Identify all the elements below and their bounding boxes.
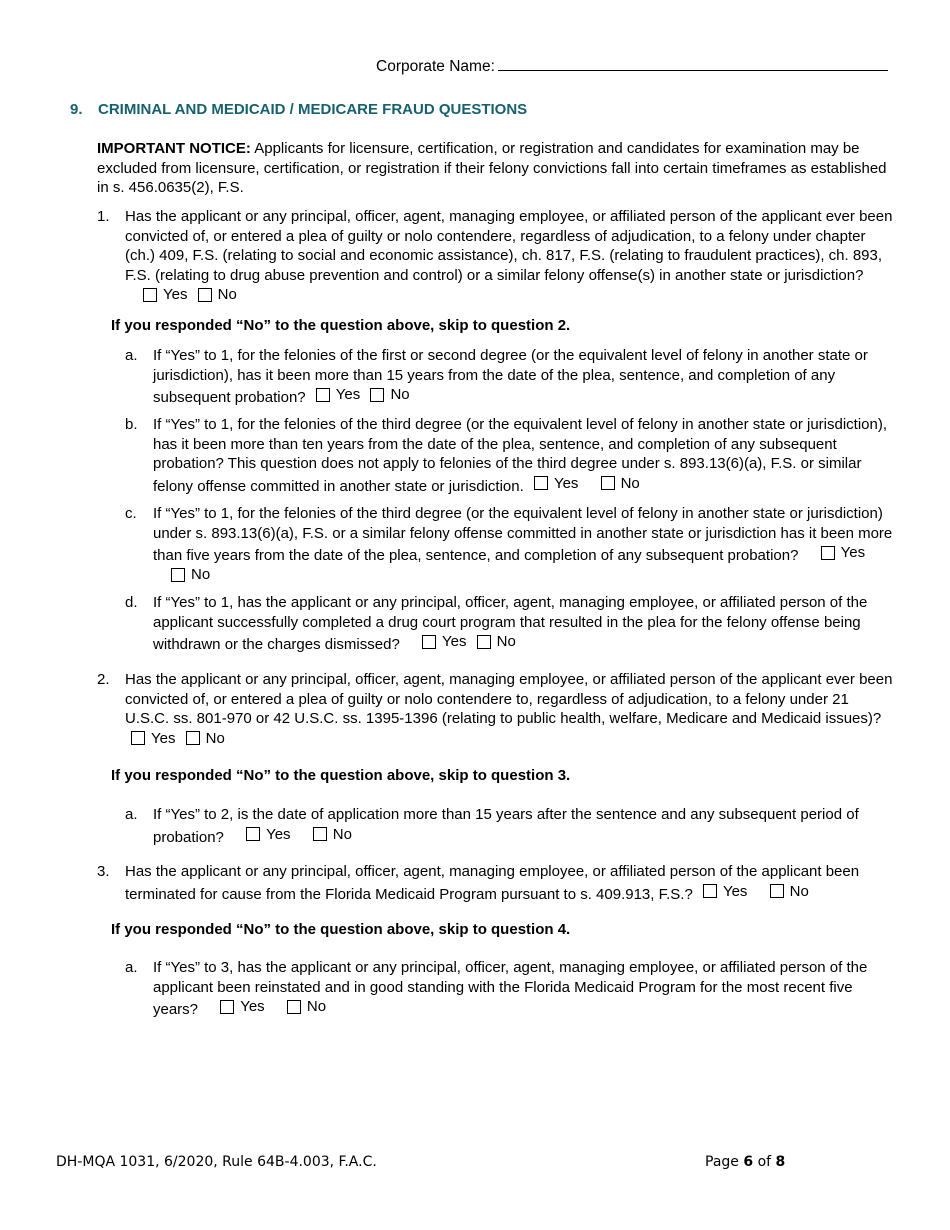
question-letter: c. bbox=[125, 505, 137, 522]
yes-label: Yes bbox=[163, 286, 188, 303]
no-label: No bbox=[789, 882, 809, 900]
skip-instruction-1: If you responded “No” to the question above, skip to question 2. bbox=[111, 317, 571, 334]
question-number: 2. bbox=[97, 671, 110, 688]
checkbox-icon bbox=[287, 1000, 301, 1014]
notice-text: Applicants for licensure, certification, or registration and candidates for examination may be excluded from licensure, certification, or registration if their felony convictions fall into certain timeframes as established in s. 456.0635(2), F.S. bbox=[97, 140, 887, 196]
question-letter: a. bbox=[125, 806, 138, 823]
checkbox-icon bbox=[703, 884, 717, 898]
checkbox-icon bbox=[370, 388, 384, 402]
checkbox-icon bbox=[601, 476, 615, 490]
q1a-yes-checkbox[interactable] bbox=[316, 385, 360, 405]
checkbox-icon bbox=[477, 635, 491, 649]
yes-label: Yes bbox=[335, 386, 361, 403]
no-label: No bbox=[332, 825, 352, 843]
section-title: CRIMINAL AND MEDICAID / MEDICARE FRAUD QUESTIONS bbox=[98, 101, 528, 118]
question-3a bbox=[125, 958, 897, 1019]
question-number: 1. bbox=[97, 208, 110, 225]
question-text: If “Yes” to 1, for the felonies of the third degree (or the equivalent level of felony in another state or jurisdiction), has it been more than ten years from the date of the plea, sentence, and completion of any subsequent probation? This question does not apply to felonies of the third degree under s. 893.13(6)(a), F.S. or similar felony offense committed in another state or jurisdiction. bbox=[153, 416, 888, 495]
q1d-yes-checkbox[interactable] bbox=[422, 632, 466, 652]
q1c-no-checkbox[interactable] bbox=[171, 565, 210, 585]
footer-form-id: DH-MQA 1031, 6/2020, Rule 64B-4.003, F.A.C. bbox=[56, 1154, 377, 1170]
question-2a bbox=[125, 805, 897, 847]
question-1a bbox=[125, 346, 897, 407]
checkbox-icon bbox=[198, 288, 212, 302]
yes-label: Yes bbox=[840, 544, 866, 561]
q1-yes-checkbox[interactable] bbox=[143, 285, 187, 305]
question-1c bbox=[125, 504, 897, 588]
corporate-name-row bbox=[376, 56, 888, 77]
question-letter: b. bbox=[125, 416, 138, 433]
q1d-no-checkbox[interactable] bbox=[477, 632, 516, 652]
q1c-yes-checkbox[interactable] bbox=[821, 543, 865, 563]
footer-page-number bbox=[705, 1153, 785, 1173]
checkbox-icon bbox=[770, 884, 784, 898]
checkbox-icon bbox=[143, 288, 157, 302]
checkbox-icon bbox=[422, 635, 436, 649]
checkbox-icon bbox=[316, 388, 330, 402]
checkbox-icon bbox=[313, 827, 327, 841]
checkbox-icon bbox=[186, 731, 200, 745]
skip-instruction-3: If you responded “No” to the question above, skip to question 4. bbox=[111, 921, 571, 938]
section-number: 9. bbox=[70, 101, 83, 118]
no-label: No bbox=[191, 566, 211, 584]
section-heading bbox=[70, 100, 527, 120]
question-text: If “Yes” to 2, is the date of application more than 15 years after the sentence and any subsequent period of probation? bbox=[153, 806, 859, 846]
checkbox-icon bbox=[131, 731, 145, 745]
q1b-yes-checkbox[interactable] bbox=[534, 474, 578, 494]
page-label: Page bbox=[705, 1154, 739, 1170]
page-of: of bbox=[757, 1154, 772, 1170]
yes-label: Yes bbox=[240, 998, 265, 1015]
q3-no-checkbox[interactable] bbox=[770, 882, 809, 902]
corporate-name-label: Corporate Name: bbox=[376, 58, 495, 75]
question-text: Has the applicant or any principal, officer, agent, managing employee, or affiliated person of the applicant ever been convicted of, or entered a plea of guilty or nolo contendere to, regardless of adjudication, to a felony under 21 U.S.C. ss. 801-970 or 42 U.S.C. ss. 1395-1396 (relating to public health, welfare, Medicare and Medicaid issues)? bbox=[125, 671, 893, 727]
question-text: If “Yes” to 1, for the felonies of the first or second degree (or the equivalent level of felony in another state or jurisdiction), has it been more than 15 years from the date of the plea, sentence, and completion of any subsequent probation? bbox=[153, 347, 868, 406]
checkbox-icon bbox=[220, 1000, 234, 1014]
question-3 bbox=[97, 862, 897, 904]
question-1d bbox=[125, 593, 897, 654]
q3a-yes-checkbox[interactable] bbox=[220, 997, 264, 1017]
question-1 bbox=[97, 207, 897, 307]
page-total: 8 bbox=[775, 1154, 786, 1170]
question-letter: a. bbox=[125, 959, 138, 976]
q2a-yes-checkbox[interactable] bbox=[246, 825, 290, 845]
page-current: 6 bbox=[743, 1154, 754, 1170]
no-label: No bbox=[217, 286, 237, 303]
question-letter: a. bbox=[125, 347, 138, 364]
no-label: No bbox=[390, 386, 410, 403]
yes-label: Yes bbox=[441, 633, 467, 650]
checkbox-icon bbox=[534, 476, 548, 490]
notice-label: IMPORTANT NOTICE: bbox=[97, 140, 251, 157]
question-2 bbox=[97, 670, 897, 751]
corporate-name-field[interactable] bbox=[498, 56, 888, 71]
no-label: No bbox=[496, 633, 516, 650]
q2-no-checkbox[interactable] bbox=[186, 729, 225, 749]
q2-yes-checkbox[interactable] bbox=[131, 729, 175, 749]
checkbox-icon bbox=[171, 568, 185, 582]
no-label: No bbox=[306, 998, 327, 1015]
q1a-no-checkbox[interactable] bbox=[370, 385, 409, 405]
checkbox-icon bbox=[821, 546, 835, 560]
yes-label: Yes bbox=[151, 729, 176, 747]
checkbox-icon bbox=[246, 827, 260, 841]
question-1b bbox=[125, 415, 897, 496]
q3-yes-checkbox[interactable] bbox=[703, 882, 747, 902]
important-notice bbox=[97, 139, 897, 198]
question-number: 3. bbox=[97, 863, 110, 880]
skip-instruction-2: If you responded “No” to the question above, skip to question 3. bbox=[111, 767, 571, 784]
yes-label: Yes bbox=[266, 825, 291, 843]
question-text: If “Yes” to 1, has the applicant or any principal, officer, agent, managing employee, or affiliated person of the applicant successfully completed a drug court program that resulted in the plea for the felony offense being withdrawn or the charges dismissed? bbox=[153, 594, 868, 653]
q3a-no-checkbox[interactable] bbox=[287, 997, 326, 1017]
question-text: Has the applicant or any principal, officer, agent, managing employee, or affiliated person of the applicant ever been convicted of, or entered a plea of guilty or nolo contendere, regardless of adjudication, to a felony under chapter (ch.) 409, F.S. (relating to social and economic assistance), ch. 817, F.S. (relating to fraudulent practices), ch. 893, F.S. (relating to drug abuse prevention and control) or a similar felony offense(s) in another state or jurisdiction? bbox=[125, 208, 893, 284]
question-letter: d. bbox=[125, 594, 138, 611]
question-text: Has the applicant or any principal, officer, agent, managing employee, or affiliated person of the applicant been terminated for cause from the Florida Medicaid Program pursuant to s. 409.913, F.S.? bbox=[125, 863, 860, 903]
question-text: If “Yes” to 3, has the applicant or any principal, officer, agent, managing employee, or affiliated person of the applicant been reinstated and in good standing with the Florida Medicaid Program for the most recent five years? bbox=[153, 959, 868, 1018]
yes-label: Yes bbox=[722, 882, 748, 900]
no-label: No bbox=[205, 729, 225, 747]
yes-label: Yes bbox=[553, 474, 579, 492]
question-text: If “Yes” to 1, for the felonies of the third degree (or the equivalent level of felony in another state or jurisdiction) under s. 893.13(6)(a), F.S. or a similar felony offense committed in another state or jurisdiction has it been more than five years from the date of the plea, sentence, and completion of any subsequent probation? bbox=[153, 505, 893, 564]
q1-no-checkbox[interactable] bbox=[198, 285, 237, 305]
q2a-no-checkbox[interactable] bbox=[313, 825, 352, 845]
q1b-no-checkbox[interactable] bbox=[601, 474, 640, 494]
no-label: No bbox=[620, 474, 640, 492]
